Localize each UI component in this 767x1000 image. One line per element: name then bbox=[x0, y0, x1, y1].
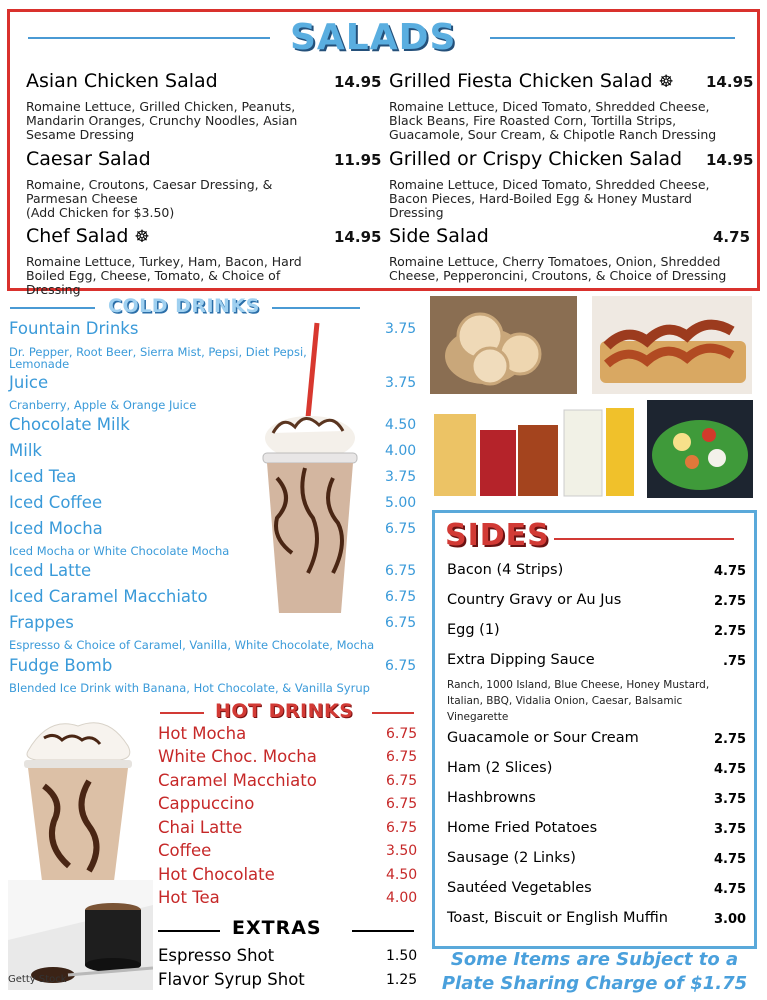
hot-mocha-cup-image bbox=[14, 716, 142, 886]
extra-item-price: 1.50 bbox=[386, 948, 418, 964]
sides-title: SIDES bbox=[445, 518, 550, 553]
chef-salad-bowl-image bbox=[647, 400, 753, 498]
side-item-name: Country Gravy or Au Jus bbox=[447, 592, 622, 608]
salad-item-note: (Add Chicken for $3.50) bbox=[26, 205, 175, 220]
hot-drink-price: 6.75 bbox=[386, 796, 418, 812]
cold-drink-desc: Cranberry, Apple & Orange Juice bbox=[9, 398, 197, 412]
hot-drink-name: Hot Chocolate bbox=[158, 865, 275, 884]
side-item-name: Extra Dipping Sauce bbox=[447, 652, 595, 668]
side-item-name: Egg (1) bbox=[447, 622, 500, 638]
side-item-price: 3.75 bbox=[714, 792, 747, 807]
side-item-price: 4.75 bbox=[714, 762, 747, 777]
hot-drink-price: 6.75 bbox=[386, 773, 418, 789]
cold-drink-name: Iced Tea bbox=[9, 467, 77, 486]
hot-drink-price: 6.75 bbox=[386, 726, 418, 742]
salad-item-name: Caesar Salad bbox=[26, 148, 151, 170]
hot-drinks-rule-right bbox=[372, 712, 414, 714]
side-item-price: 4.75 bbox=[714, 882, 747, 897]
salad-item-desc: Romaine, Croutons, Caesar Dressing, & Parmesan Cheese bbox=[26, 177, 273, 206]
ship-wheel-icon: ☸ bbox=[134, 227, 150, 247]
sides-title-rule bbox=[554, 538, 734, 540]
plate-sharing-note-line1: Some Items are Subject to a bbox=[450, 949, 739, 970]
cold-drink-price: 6.75 bbox=[385, 615, 417, 631]
salad-item-price: 14.95 bbox=[334, 228, 382, 246]
cold-drink-price: 3.75 bbox=[385, 375, 417, 391]
cold-drinks-rule-left bbox=[10, 307, 95, 309]
hot-drink-name: Hot Mocha bbox=[158, 724, 247, 743]
side-item-price: 3.75 bbox=[714, 822, 747, 837]
plate-sharing-note bbox=[432, 948, 757, 996]
salad-item-name: Asian Chicken Salad bbox=[26, 70, 218, 92]
side-item-name: Home Fried Potatoes bbox=[447, 820, 598, 836]
hot-drink-price: 6.75 bbox=[386, 820, 418, 836]
salad-item-desc: Romaine Lettuce, Turkey, Ham, Bacon, Hard Boiled Egg, Cheese, Tomato, & Choice of Dressing bbox=[26, 254, 302, 297]
cold-drinks-title: COLD DRINKS bbox=[108, 295, 260, 317]
cold-drinks-rule-right bbox=[272, 307, 360, 309]
extra-item-name: Flavor Syrup Shot bbox=[158, 970, 305, 989]
cold-drink-name: Juice bbox=[9, 373, 49, 392]
salad-item-desc: Romaine Lettuce, Cherry Tomatoes, Onion, Shredded Cheese, Pepperoncini, Croutons, & Choice of Dressing bbox=[389, 254, 727, 283]
hot-drinks-title: HOT DRINKS bbox=[215, 700, 354, 722]
cold-drink-name: Iced Coffee bbox=[9, 493, 103, 512]
salad-item-price: 14.95 bbox=[334, 73, 382, 91]
cold-drink-name: Fountain Drinks bbox=[9, 319, 139, 338]
side-item-name: Bacon (4 Strips) bbox=[447, 562, 564, 578]
hot-drinks-rule-left bbox=[160, 712, 204, 714]
salad-item-desc: Romaine Lettuce, Diced Tomato, Shredded Cheese, Bacon Pieces, Hard-Boiled Egg & Honey Mustard Dressing bbox=[389, 177, 710, 220]
cold-drink-price: 6.75 bbox=[385, 563, 417, 579]
extra-item-price: 1.25 bbox=[386, 972, 418, 988]
hot-drink-price: 3.50 bbox=[386, 843, 418, 859]
cold-drink-price: 6.75 bbox=[385, 658, 417, 674]
hot-drink-name: Chai Latte bbox=[158, 818, 243, 837]
side-item-name: Ham (2 Slices) bbox=[447, 760, 553, 776]
side-item-name: Guacamole or Sour Cream bbox=[447, 730, 639, 746]
salad-item-name: Chef Salad ☸ bbox=[26, 225, 150, 247]
cold-drink-price: 6.75 bbox=[385, 521, 417, 537]
salad-item-price: 11.95 bbox=[334, 151, 382, 169]
salad-item-price: 14.95 bbox=[706, 73, 754, 91]
side-item-price: 4.75 bbox=[714, 852, 747, 867]
cold-drink-name: Iced Latte bbox=[9, 561, 92, 580]
side-item-desc: Ranch, 1000 Island, Blue Cheese, Honey Mustard, Italian, BBQ, Vidalia Onion, Caesar, Balsamic Vinegarette bbox=[447, 679, 710, 723]
cold-drink-desc: Blended Ice Drink with Banana, Hot Chocolate, & Vanilla Syrup bbox=[9, 681, 370, 695]
side-item-price: 3.00 bbox=[714, 912, 747, 927]
side-item-name: Hashbrowns bbox=[447, 790, 536, 806]
extra-item-name: Espresso Shot bbox=[158, 946, 275, 965]
salads-title: SALADS bbox=[290, 17, 457, 58]
cold-drink-price: 6.75 bbox=[385, 589, 417, 605]
cold-drink-price: 4.00 bbox=[385, 443, 417, 459]
extras-title: EXTRAS bbox=[232, 917, 322, 939]
hot-drink-price: 4.50 bbox=[386, 867, 418, 883]
side-item-price: 4.75 bbox=[714, 564, 747, 579]
cold-drink-price: 3.75 bbox=[385, 469, 417, 485]
extras-rule-left bbox=[158, 930, 220, 932]
cold-drink-price: 4.50 bbox=[385, 417, 417, 433]
cold-drink-price: 3.75 bbox=[385, 321, 417, 337]
salad-item-name: Grilled or Crispy Chicken Salad bbox=[389, 148, 683, 170]
cold-drink-desc: Iced Mocha or White Chocolate Mocha bbox=[9, 544, 230, 558]
salad-item-desc: Romaine Lettuce, Grilled Chicken, Peanuts, Mandarin Oranges, Crunchy Noodles, Asian Sesame Dressing bbox=[26, 99, 298, 142]
side-item-price: 2.75 bbox=[714, 624, 747, 639]
iced-mocha-cup-image bbox=[255, 318, 365, 618]
side-item-name: Sautéed Vegetables bbox=[447, 880, 592, 896]
hot-drink-price: 6.75 bbox=[386, 749, 418, 765]
hot-drink-price: 4.00 bbox=[386, 890, 418, 906]
cold-drink-price: 5.00 bbox=[385, 495, 417, 511]
plate-sharing-note-line2: Plate Sharing Charge of $1.75 bbox=[441, 973, 748, 994]
side-item-name: Toast, Biscuit or English Muffin bbox=[447, 910, 668, 926]
salads-title-rule-left bbox=[28, 37, 270, 39]
salads-title-rule-right bbox=[490, 37, 735, 39]
salad-item-name: Side Salad bbox=[389, 225, 489, 247]
side-item-price: 2.75 bbox=[714, 732, 747, 747]
cold-drink-name: Iced Mocha bbox=[9, 519, 103, 538]
hot-drink-name: White Choc. Mocha bbox=[158, 747, 317, 766]
hot-drink-name: Hot Tea bbox=[158, 888, 220, 907]
ship-wheel-icon: ☸ bbox=[658, 72, 674, 92]
salad-item-name: Grilled Fiesta Chicken Salad ☸ bbox=[389, 70, 674, 92]
hot-drink-name: Cappuccino bbox=[158, 794, 255, 813]
salad-item-desc: Romaine Lettuce, Diced Tomato, Shredded Cheese, Black Beans, Fire Roasted Corn, Tortilla Strips, Guacamole, Sour Cream, & Chipotle Ranch Dressing bbox=[389, 99, 717, 142]
cold-drink-name: Iced Caramel Macchiato bbox=[9, 587, 208, 606]
cold-drink-name: Chocolate Milk bbox=[9, 415, 130, 434]
hot-drink-name: Caramel Macchiato bbox=[158, 771, 317, 790]
cold-drinks-glasses-image bbox=[432, 400, 637, 498]
cold-drink-desc: Dr. Pepper, Root Beer, Sierra Mist, Pepsi, Diet Pepsi, Lemonade bbox=[9, 345, 307, 371]
salad-item-price: 4.75 bbox=[713, 228, 751, 246]
getty-stock-watermark: Getty Stock bbox=[8, 974, 67, 985]
extras-rule-right bbox=[352, 930, 414, 932]
english-muffins-image bbox=[430, 296, 577, 394]
side-item-price: 2.75 bbox=[714, 594, 747, 609]
side-item-price: .75 bbox=[723, 654, 747, 669]
hot-drink-name: Coffee bbox=[158, 841, 212, 860]
salad-item-price: 14.95 bbox=[706, 151, 754, 169]
cold-drink-name: Milk bbox=[9, 441, 42, 460]
bacon-image bbox=[592, 296, 752, 394]
cold-drink-desc: Espresso & Choice of Caramel, Vanilla, White Chocolate, Mocha bbox=[9, 638, 375, 652]
cold-drink-name: Frappes bbox=[9, 613, 74, 632]
side-item-name: Sausage (2 Links) bbox=[447, 850, 576, 866]
cold-drink-name: Fudge Bomb bbox=[9, 656, 113, 675]
